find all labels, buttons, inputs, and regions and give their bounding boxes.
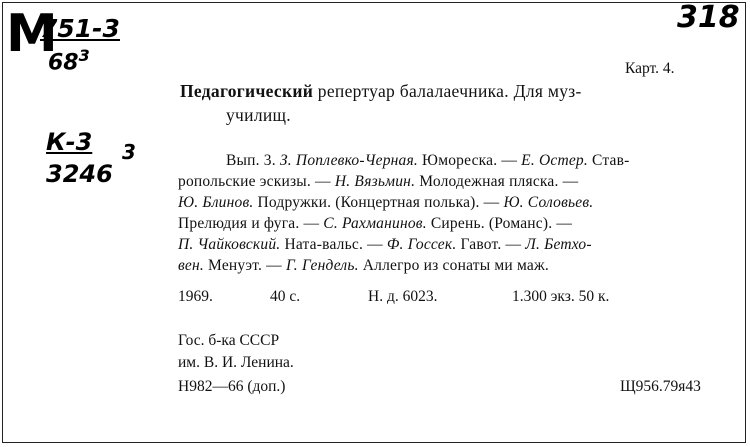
- body-line-2: [178, 171, 578, 192]
- handwritten-shelf-mark-bottom: [48, 46, 90, 75]
- handwritten-collection-mark: М: [6, 4, 56, 64]
- shelf-bottom-superscript: 3: [78, 46, 90, 65]
- composer-name: С. Рахманинов.: [323, 215, 427, 232]
- work-title: Юмореска. —: [417, 152, 522, 169]
- library-line-2: им. В. И. Ленина.: [178, 354, 294, 371]
- title-rest: репертуар балалаечника. Для муз-: [313, 81, 582, 101]
- composer-name: вен.: [178, 257, 204, 274]
- issue-label: Вып. 3.: [226, 152, 280, 169]
- composer-name: Ю. Блинов.: [178, 194, 254, 211]
- library-line-1: Гос. б-ка СССР: [178, 332, 280, 349]
- work-title: Став-: [587, 152, 630, 169]
- imprint-print-run: 1.300 экз. 50 к.: [512, 288, 610, 305]
- title-line-2: училищ.: [226, 105, 291, 125]
- work-title: ропольские эскизы. —: [178, 173, 335, 190]
- classification-code: Щ956.79я43: [620, 378, 701, 395]
- composer-name: Е. Остер.: [521, 152, 588, 169]
- imprint-year: 1969.: [178, 288, 213, 305]
- composer-name: З. Поплевко-Черная.: [279, 152, 418, 169]
- body-line-3: [178, 192, 593, 213]
- composer-name: П. Чайковский.: [178, 236, 281, 253]
- composer-name: Ю. Соловьев.: [503, 194, 594, 211]
- library-line-3: Н982—66 (доп.): [178, 378, 286, 395]
- work-title: Гавот. —: [456, 236, 526, 253]
- imprint-edition: Н. д. 6023.: [368, 288, 438, 305]
- work-title: Ната-вальс. —: [280, 236, 387, 253]
- body-line-1: [226, 150, 630, 171]
- work-title: Прелюдия и фуга. —: [178, 215, 324, 232]
- handwritten-author-mark-superscript: 3: [122, 140, 136, 164]
- work-title: Сирень. (Романс). —: [426, 215, 573, 232]
- shelf-bottom-number: 68: [48, 50, 79, 76]
- work-title: Подружки. (Концертная полька). —: [253, 194, 504, 211]
- body-line-6: [178, 255, 549, 276]
- handwritten-shelf-mark-top: 751-3: [40, 14, 120, 43]
- handwritten-author-mark-top: К-3: [46, 128, 93, 156]
- title-lead: Педагогический: [180, 81, 314, 101]
- work-title: Менуэт. —: [203, 257, 286, 274]
- card-number: Карт. 4.: [625, 60, 675, 77]
- imprint-pages: 40 с.: [270, 288, 301, 305]
- title-line-1: [180, 79, 582, 103]
- body-line-4: [178, 213, 572, 234]
- handwritten-author-mark-bottom: 3246: [46, 160, 113, 188]
- composer-name: Н. Вязьмин.: [334, 173, 416, 190]
- body-line-5: [178, 234, 592, 255]
- work-title: Аллегро из сонаты ми маж.: [358, 257, 549, 274]
- composer-name: Г. Гендель.: [285, 257, 359, 274]
- work-title: Молодежная пляска. —: [415, 173, 579, 190]
- handwritten-inventory-number: 318: [677, 0, 740, 35]
- composer-name: Ф. Госсек.: [386, 236, 457, 253]
- composer-name: Л. Бетхо-: [525, 236, 592, 253]
